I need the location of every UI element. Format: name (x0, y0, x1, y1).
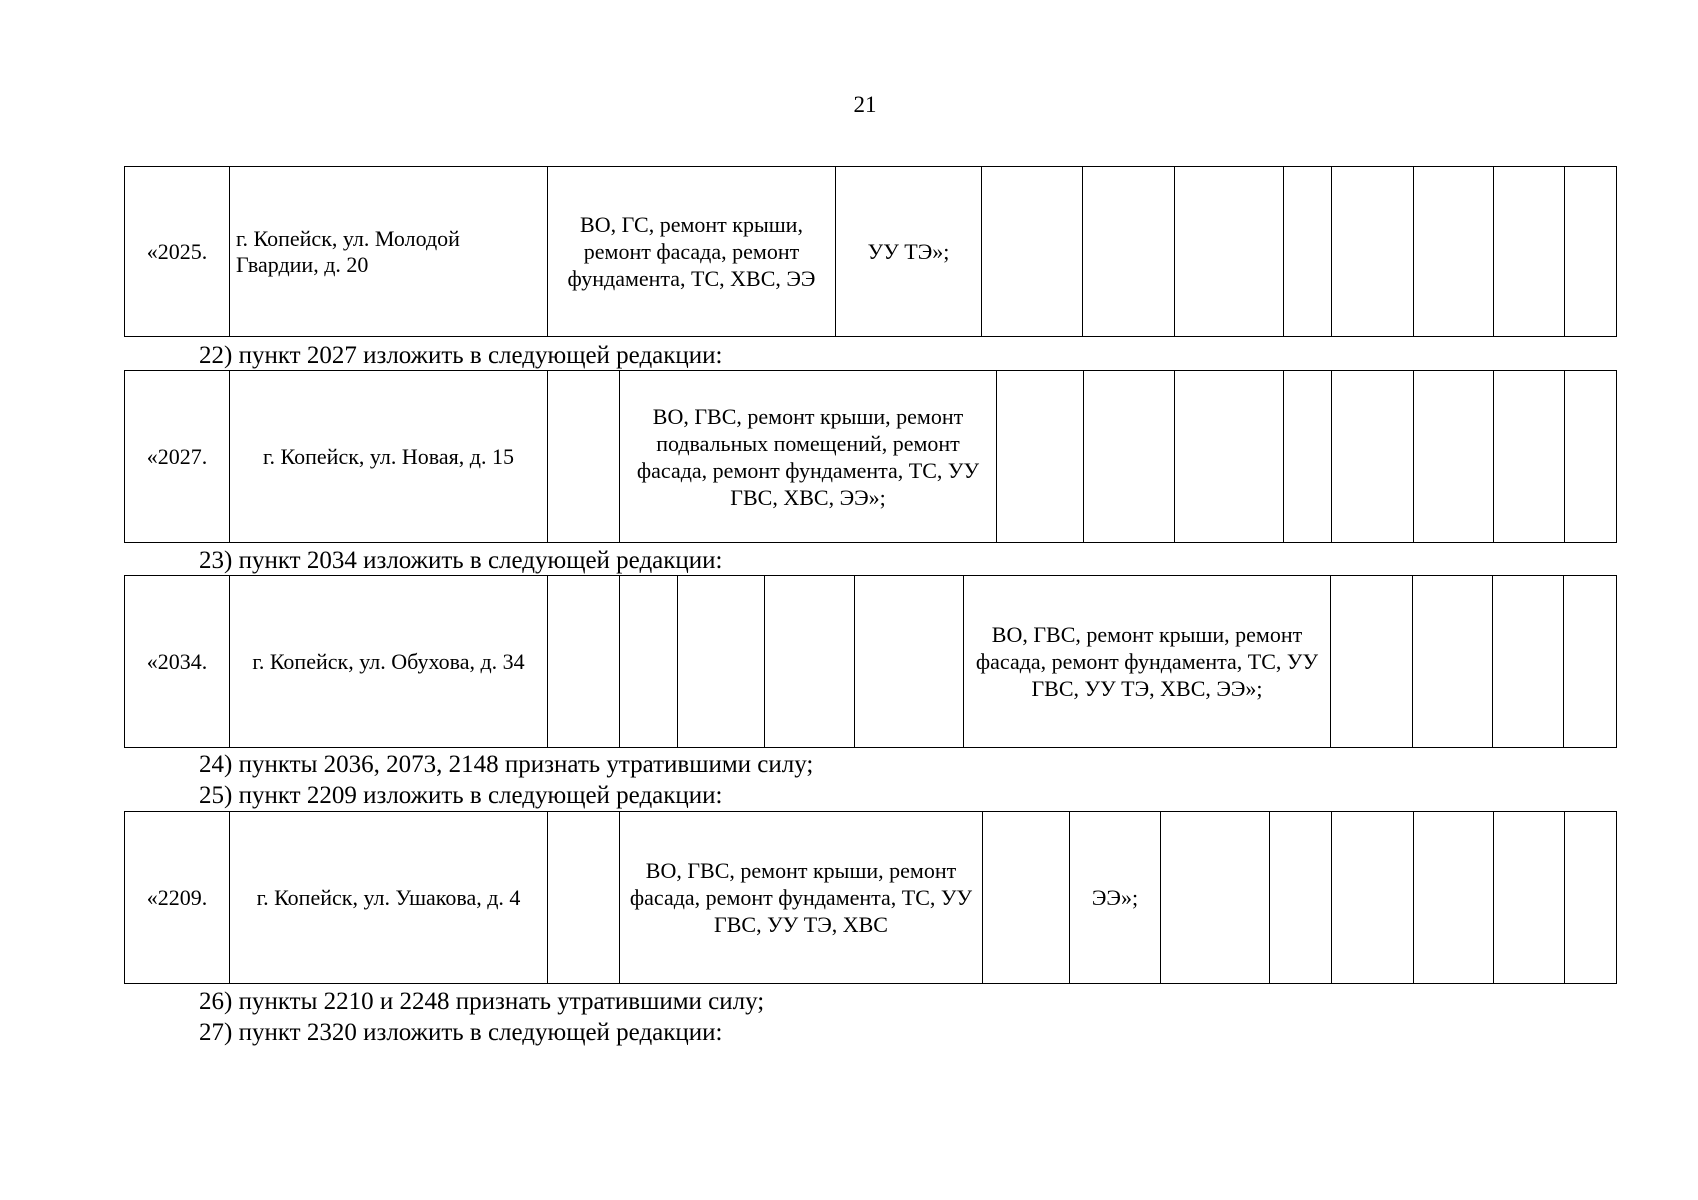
empty-cell (1161, 812, 1270, 984)
empty-cell (983, 812, 1070, 984)
empty-cell (1494, 812, 1565, 984)
empty-cell (1414, 371, 1494, 543)
empty-cell (1565, 812, 1617, 984)
empty-cell (1332, 812, 1414, 984)
works-cell: ВО, ГВС, ремонт крыши, ремонт фасада, ремонт фундамента, ТС, УУ ГВС, УУ ТЭ, ХВС (620, 812, 983, 984)
address-cell: г. Копейск, ул. Обухова, д. 34 (230, 576, 548, 748)
empty-cell (1175, 371, 1284, 543)
address-cell: г. Копейск, ул. Молодой Гвардии, д. 20 (230, 167, 548, 337)
empty-cell (1413, 576, 1493, 748)
works-cell: ВО, ГВС, ремонт крыши, ремонт подвальных помещений, ремонт фасада, ремонт фундамента, ТС, УУ ГВС, ХВС, ЭЭ»; (620, 371, 997, 543)
table-row (125, 167, 1617, 337)
paragraph-22: 22) пункт 2027 изложить в следующей редакции: (199, 342, 723, 369)
item-number: «2034. (125, 576, 230, 748)
paragraph-23: 23) пункт 2034 изложить в следующей редакции: (199, 547, 723, 574)
page-number: 21 (853, 92, 877, 117)
table-row (125, 576, 1617, 748)
table-row (125, 812, 1617, 984)
empty-cell (678, 576, 765, 748)
empty-cell (855, 576, 964, 748)
empty-cell (1331, 576, 1413, 748)
empty-cell (1284, 167, 1332, 337)
empty-cell (548, 576, 620, 748)
table-item-2025 (124, 166, 1617, 337)
empty-cell (765, 576, 855, 748)
empty-cell (1565, 371, 1617, 543)
works-cell: ВО, ГВС, ремонт крыши, ремонт фасада, ремонт фундамента, ТС, УУ ГВС, УУ ТЭ, ХВС, ЭЭ»; (964, 576, 1331, 748)
empty-cell (1270, 812, 1332, 984)
empty-cell (1414, 167, 1494, 337)
table-item-2027 (124, 370, 1617, 543)
empty-cell (1493, 576, 1564, 748)
empty-cell (1175, 167, 1284, 337)
empty-cell (548, 371, 620, 543)
metering-cell: УУ ТЭ»; (836, 167, 982, 337)
empty-cell (1083, 167, 1175, 337)
works-cell: ВО, ГС, ремонт крыши, ремонт фасада, ремонт фундамента, ТС, ХВС, ЭЭ (548, 167, 836, 337)
empty-cell (1084, 371, 1175, 543)
table-row (125, 371, 1617, 543)
empty-cell (1332, 371, 1414, 543)
table-item-2209 (124, 811, 1617, 984)
item-number: «2025. (125, 167, 230, 337)
item-number: «2209. (125, 812, 230, 984)
empty-cell (1332, 167, 1414, 337)
paragraph-24: 24) пункты 2036, 2073, 2148 признать утратившими силу; (199, 751, 814, 778)
empty-cell (1414, 812, 1494, 984)
paragraph-25: 25) пункт 2209 изложить в следующей редакции: (199, 782, 723, 809)
empty-cell (1284, 371, 1332, 543)
empty-cell (1494, 371, 1565, 543)
empty-cell (997, 371, 1084, 543)
empty-cell (548, 812, 620, 984)
item-number: «2027. (125, 371, 230, 543)
empty-cell (1565, 167, 1617, 337)
paragraph-26: 26) пункты 2210 и 2248 признать утратившими силу; (199, 988, 765, 1015)
empty-cell (982, 167, 1083, 337)
electric-cell: ЭЭ»; (1070, 812, 1161, 984)
address-cell: г. Копейск, ул. Новая, д. 15 (230, 371, 548, 543)
empty-cell (1494, 167, 1565, 337)
paragraph-27: 27) пункт 2320 изложить в следующей редакции: (199, 1019, 723, 1046)
empty-cell (620, 576, 678, 748)
table-item-2034 (124, 575, 1617, 748)
empty-cell (1564, 576, 1617, 748)
address-cell: г. Копейск, ул. Ушакова, д. 4 (230, 812, 548, 984)
